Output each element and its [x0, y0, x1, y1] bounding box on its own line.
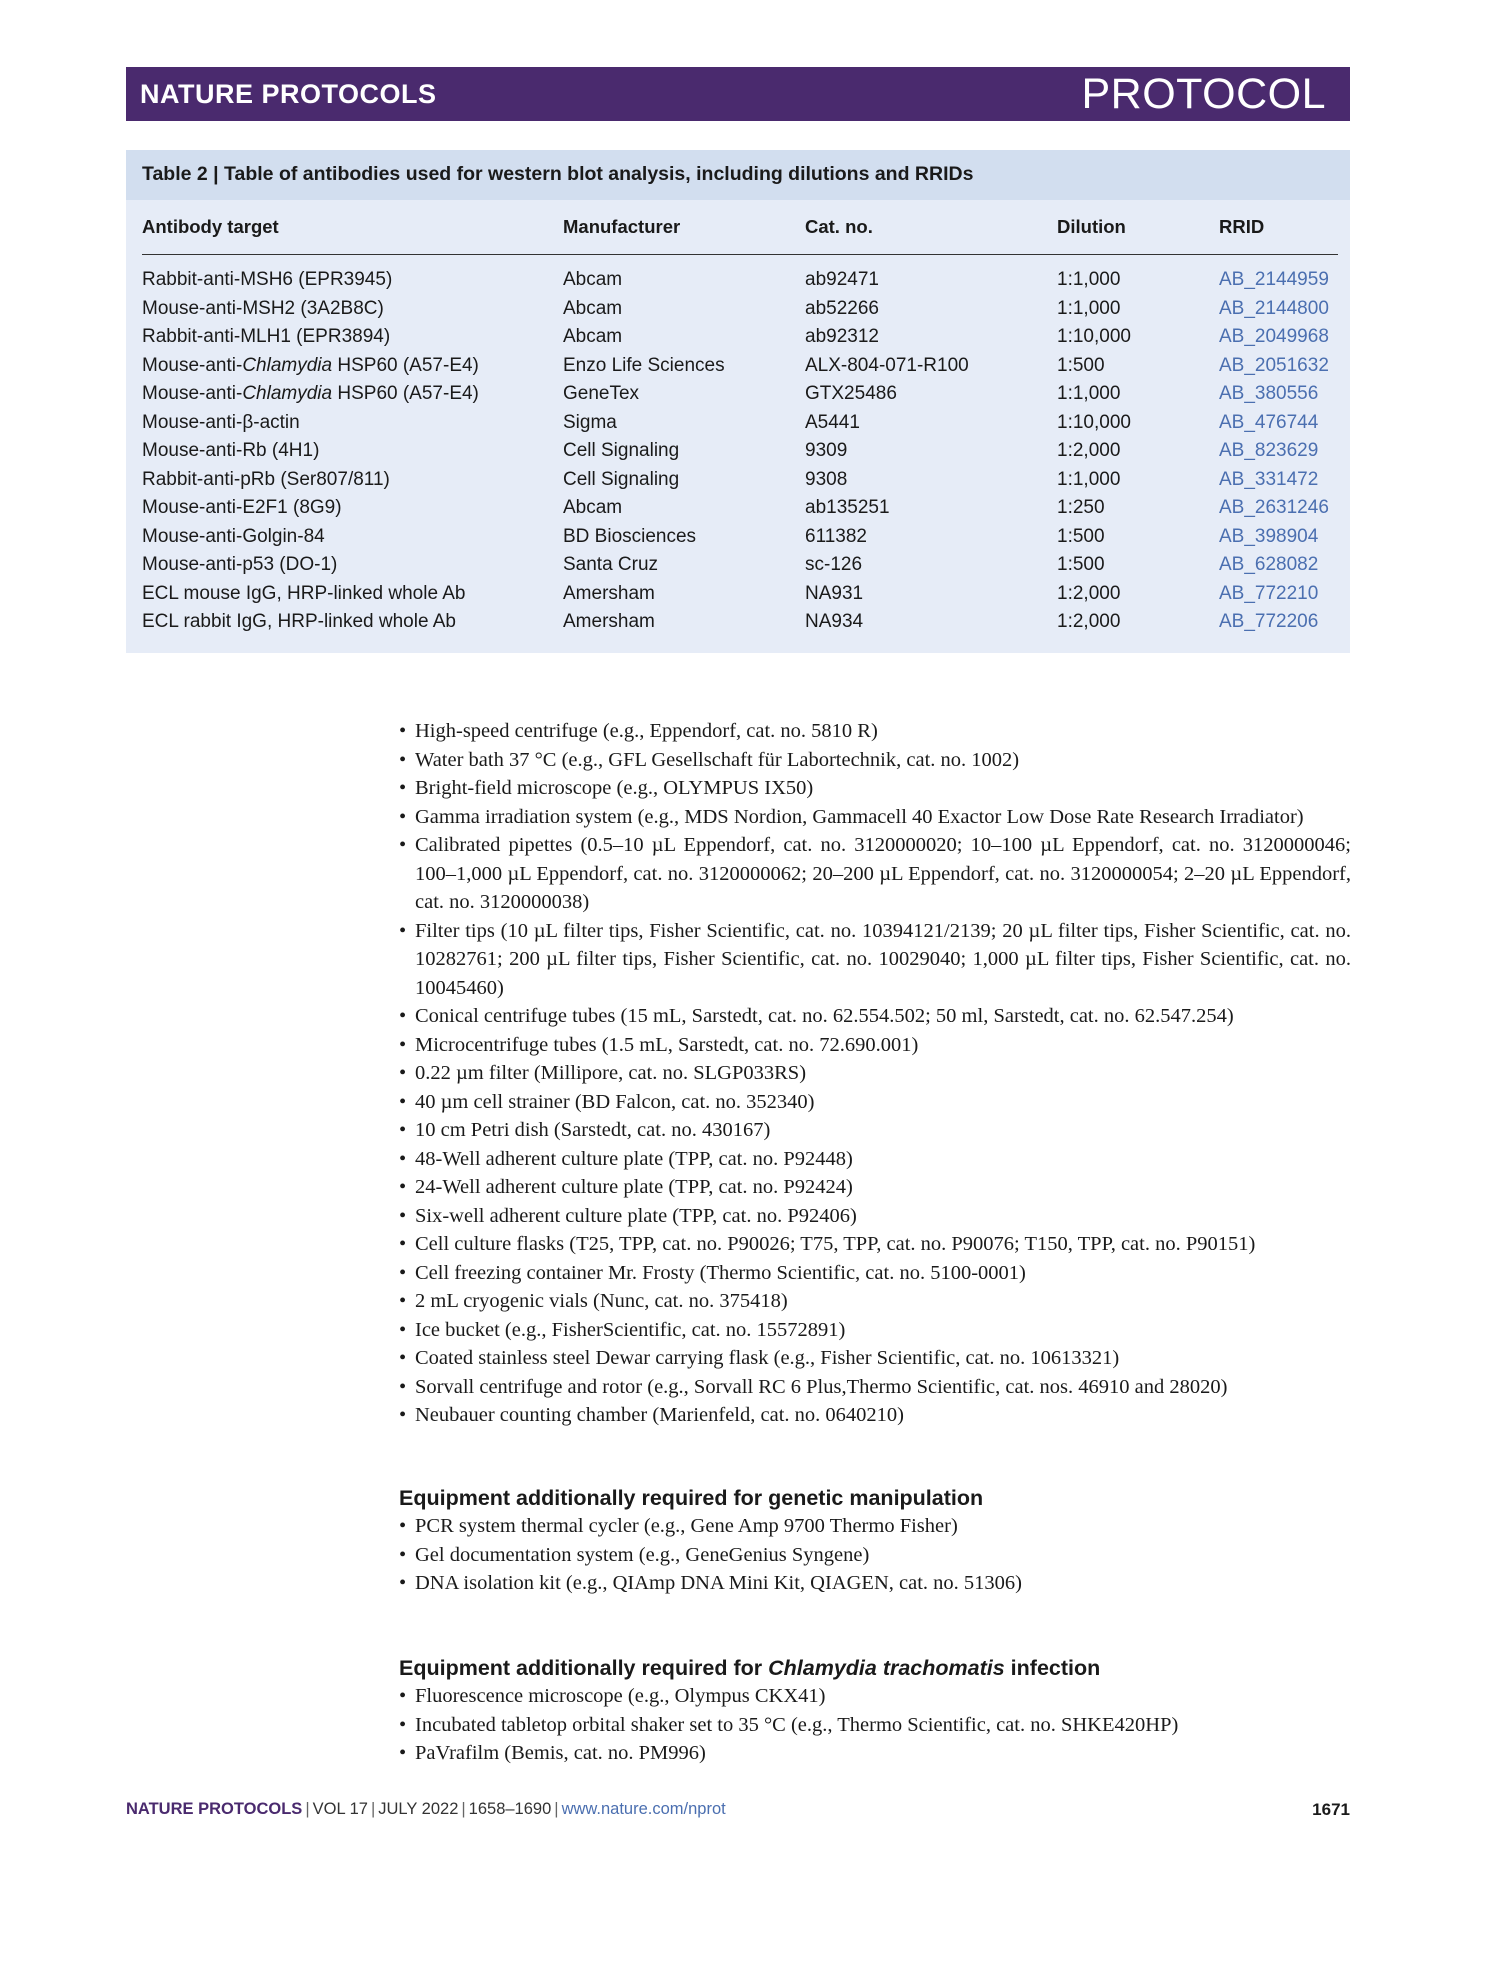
- list-item: • 10 cm Petri dish (Sarstedt, cat. no. 430167): [399, 1116, 1351, 1145]
- dilution-cell: 1:1,000: [1057, 468, 1121, 490]
- rrid-link[interactable]: AB_380556: [1219, 383, 1319, 405]
- column-header-rrid: RRID: [1219, 200, 1338, 255]
- list-item: • Microcentrifuge tubes (1.5 mL, Sarstedt, cat. no. 72.690.001): [399, 1031, 1351, 1060]
- manufacturer-cell: GeneTex: [563, 383, 640, 405]
- antibody-target-text: Mouse-anti-: [142, 383, 243, 405]
- table-header-row: [142, 200, 1338, 255]
- list-item: • Neubauer counting chamber (Marienfeld, cat. no. 0640210): [399, 1401, 1351, 1430]
- chlamydia-equipment-list: [399, 1682, 1351, 1768]
- antibody-target-cell: [142, 437, 563, 466]
- antibody-target-cell: [142, 409, 563, 438]
- table-caption-text: Table of antibodies used for western blot analysis, including dilutions and RRIDs: [224, 163, 974, 185]
- list-item: • High-speed centrifuge (e.g., Eppendorf, cat. no. 5810 R): [399, 717, 1351, 746]
- manufacturer-cell: Enzo Life Sciences: [563, 354, 725, 376]
- antibody-table-box: [126, 150, 1350, 653]
- footer-volume: VOL 17: [312, 1800, 368, 1818]
- table-row: [142, 295, 1338, 324]
- antibody-target-text: ECL mouse IgG, HRP-linked whole Ab: [142, 582, 466, 604]
- column-header-dilution: Dilution: [1057, 200, 1219, 255]
- rrid-link[interactable]: AB_398904: [1219, 525, 1319, 547]
- manufacturer-cell: Abcam: [563, 326, 623, 348]
- antibody-target-cell: [142, 494, 563, 523]
- antibody-target-cell: [142, 466, 563, 495]
- page-footer: [126, 1800, 1350, 1820]
- column-header-antibody: Antibody target: [142, 200, 563, 255]
- list-item: • PaVrafilm (Bemis, cat. no. PM996): [399, 1739, 1351, 1768]
- manufacturer-cell: Santa Cruz: [563, 554, 659, 576]
- antibody-target-text: Mouse-anti-MSH2 (3A2B8C): [142, 297, 384, 319]
- equipment-list: [399, 717, 1351, 1430]
- table-spacer: [142, 255, 1338, 267]
- list-item: • Water bath 37 °C (e.g., GFL Gesellschaft für Labortechnik, cat. no. 1002): [399, 746, 1351, 775]
- footer-journal: NATURE PROTOCOLS: [126, 1800, 303, 1818]
- main-content: [399, 717, 1351, 1768]
- article-type: PROTOCOL: [1081, 69, 1326, 118]
- list-item: • Fluorescence microscope (e.g., Olympus CKX41): [399, 1682, 1351, 1711]
- list-item: • DNA isolation kit (e.g., QIAmp DNA Mini Kit, QIAGEN, cat. no. 51306): [399, 1569, 1351, 1598]
- chlamydia-section-heading: [399, 1654, 1351, 1683]
- header-bar: [126, 67, 1350, 121]
- dilution-cell: 1:500: [1057, 554, 1105, 576]
- manufacturer-cell: Abcam: [563, 297, 623, 319]
- list-item: • Cell freezing container Mr. Frosty (Thermo Scientific, cat. no. 5100-0001): [399, 1259, 1351, 1288]
- cat-no-cell: ab135251: [805, 497, 890, 519]
- manufacturer-cell: BD Biosciences: [563, 525, 697, 547]
- list-item: • PCR system thermal cycler (e.g., Gene Amp 9700 Thermo Fisher): [399, 1512, 1351, 1541]
- antibody-target-cell: [142, 323, 563, 352]
- rrid-link[interactable]: AB_2051632: [1219, 354, 1329, 376]
- antibody-target-cell: [142, 352, 563, 381]
- list-item: • 24-Well adherent culture plate (TPP, cat. no. P92424): [399, 1173, 1351, 1202]
- genetic-equipment-list: [399, 1512, 1351, 1598]
- list-item: • 0.22 µm filter (Millipore, cat. no. SLGP033RS): [399, 1059, 1351, 1088]
- dilution-cell: 1:500: [1057, 354, 1105, 376]
- rrid-link[interactable]: AB_2049968: [1219, 326, 1329, 348]
- table-row: [142, 323, 1338, 352]
- antibody-target-text: Rabbit-anti-MLH1 (EPR3894): [142, 326, 391, 348]
- manufacturer-cell: Abcam: [563, 269, 623, 291]
- footer-pages: 1658–1690: [468, 1800, 552, 1818]
- dilution-cell: 1:1,000: [1057, 383, 1121, 405]
- antibody-target-text: Mouse-anti-β-actin: [142, 411, 300, 433]
- antibody-target-cell: [142, 608, 563, 637]
- column-header-cat-no: Cat. no.: [805, 200, 1057, 255]
- dilution-cell: 1:10,000: [1057, 411, 1131, 433]
- rrid-link[interactable]: AB_2631246: [1219, 497, 1329, 519]
- table-body: [142, 255, 1338, 637]
- rrid-link[interactable]: AB_2144959: [1219, 269, 1329, 291]
- list-item: • Incubated tabletop orbital shaker set to 35 °C (e.g., Thermo Scientific, cat. no. SHKE420HP): [399, 1711, 1351, 1740]
- list-item: • Bright-field microscope (e.g., OLYMPUS IX50): [399, 774, 1351, 803]
- cat-no-cell: ALX-804-071-R100: [805, 354, 969, 376]
- antibody-target-text: Mouse-anti-E2F1 (8G9): [142, 497, 342, 519]
- cat-no-cell: 9308: [805, 468, 848, 490]
- chlamydia-heading-post: infection: [1004, 1655, 1101, 1680]
- table-row: [142, 266, 1338, 295]
- antibody-target-cell: [142, 295, 563, 324]
- list-item: • Ice bucket (e.g., FisherScientific, cat. no. 15572891): [399, 1316, 1351, 1345]
- cat-no-cell: 611382: [805, 525, 867, 547]
- list-item: • Six-well adherent culture plate (TPP, cat. no. P92406): [399, 1202, 1351, 1231]
- antibody-target-suffix: HSP60 (A57-E4): [332, 354, 479, 376]
- list-item: • Conical centrifuge tubes (15 mL, Sarstedt, cat. no. 62.554.502; 50 ml, Sarstedt, cat. no. 62.547.254): [399, 1002, 1351, 1031]
- genetic-section-heading: Equipment additionally required for genetic manipulation: [399, 1485, 984, 1510]
- antibody-target-cell: [142, 380, 563, 409]
- dilution-cell: 1:2,000: [1057, 611, 1121, 633]
- cat-no-cell: ab52266: [805, 297, 879, 319]
- list-item: • Filter tips (10 µL filter tips, Fisher Scientific, cat. no. 10394121/2139; 20 µL filter tips, Fisher Scientific, cat. no. 10282761; 200 µL filter tips, Fisher Scientific, cat. no. 10029040; 1,000 µL filter tips, Fisher Scientific, cat. no. 10045460): [399, 917, 1351, 1003]
- table-row: [142, 466, 1338, 495]
- antibody-target-cell: [142, 266, 563, 295]
- list-item: • Coated stainless steel Dewar carrying flask (e.g., Fisher Scientific, cat. no. 10613321): [399, 1344, 1351, 1373]
- footer-url-link[interactable]: www.nature.com/nprot: [561, 1800, 726, 1818]
- dilution-cell: 1:10,000: [1057, 326, 1131, 348]
- footer-issue: JULY 2022: [378, 1800, 459, 1818]
- antibody-target-text: Mouse-anti-Golgin-84: [142, 525, 325, 547]
- table-row: [142, 580, 1338, 609]
- table-row: [142, 380, 1338, 409]
- antibody-target-italic: Chlamydia: [242, 383, 333, 405]
- antibody-target-text: Rabbit-anti-pRb (Ser807/811): [142, 468, 390, 490]
- antibody-target-suffix: HSP60 (A57-E4): [332, 383, 479, 405]
- table-row: [142, 494, 1338, 523]
- list-item: • 2 mL cryogenic vials (Nunc, cat. no. 375418): [399, 1287, 1351, 1316]
- list-item: • Sorvall centrifuge and rotor (e.g., Sorvall RC 6 Plus,Thermo Scientific, cat. nos. 46910 and 28020): [399, 1373, 1351, 1402]
- table-row: [142, 608, 1338, 637]
- cat-no-cell: sc-126: [805, 554, 863, 576]
- rrid-link[interactable]: AB_772206: [1219, 611, 1319, 633]
- dilution-cell: 1:2,000: [1057, 582, 1121, 604]
- manufacturer-cell: Cell Signaling: [563, 440, 680, 462]
- list-item: • Gel documentation system (e.g., GeneGenius Syngene): [399, 1541, 1351, 1570]
- manufacturer-cell: Amersham: [563, 582, 655, 604]
- dilution-cell: 1:250: [1057, 497, 1105, 519]
- list-item: • 40 µm cell strainer (BD Falcon, cat. no. 352340): [399, 1088, 1351, 1117]
- rrid-link[interactable]: AB_772210: [1219, 582, 1319, 604]
- table-row: [142, 409, 1338, 438]
- antibody-target-cell: [142, 523, 563, 552]
- antibody-target-text: Mouse-anti-Rb (4H1): [142, 440, 320, 462]
- antibody-target-text: Mouse-anti-p53 (DO-1): [142, 554, 338, 576]
- cat-no-cell: ab92471: [805, 269, 879, 291]
- journal-name: NATURE PROTOCOLS: [140, 78, 437, 109]
- cat-no-cell: 9309: [805, 440, 848, 462]
- antibody-target-cell: [142, 580, 563, 609]
- rrid-link[interactable]: AB_2144800: [1219, 297, 1329, 319]
- dilution-cell: 1:1,000: [1057, 297, 1121, 319]
- manufacturer-cell: Cell Signaling: [563, 468, 680, 490]
- cat-no-cell: ab92312: [805, 326, 879, 348]
- cat-no-cell: NA934: [805, 611, 864, 633]
- list-item: • Cell culture flasks (T25, TPP, cat. no. P90026; T75, TPP, cat. no. P90076; T150, TPP, cat. no. P90151): [399, 1230, 1351, 1259]
- chlamydia-heading-italic: Chlamydia trachomatis: [768, 1655, 1005, 1680]
- table-caption: [126, 150, 1350, 200]
- table-row: [142, 523, 1338, 552]
- dilution-cell: 1:500: [1057, 525, 1105, 547]
- manufacturer-cell: Amersham: [563, 611, 655, 633]
- antibody-target-text: Rabbit-anti-MSH6 (EPR3945): [142, 269, 393, 291]
- antibody-table: [142, 200, 1338, 637]
- column-header-manufacturer: Manufacturer: [563, 200, 805, 255]
- list-item: • Calibrated pipettes (0.5–10 µL Eppendorf, cat. no. 3120000020; 10–100 µL Eppendorf, cat. no. 3120000046; 100–1,000 µL Eppendorf, cat. no. 3120000062; 20–200 µL Eppendorf, cat. no. 3120000054; 2–20 µL Eppendorf, cat. no. 3120000038): [399, 831, 1351, 917]
- manufacturer-cell: Sigma: [563, 411, 617, 433]
- antibody-target-cell: [142, 551, 563, 580]
- table-row: [142, 437, 1338, 466]
- page-number: 1671: [1312, 1800, 1350, 1819]
- dilution-cell: 1:1,000: [1057, 269, 1121, 291]
- list-item: • Gamma irradiation system (e.g., MDS Nordion, Gammacell 40 Exactor Low Dose Rate Research Irradiator): [399, 803, 1351, 832]
- manufacturer-cell: Abcam: [563, 497, 623, 519]
- list-item: • 48-Well adherent culture plate (TPP, cat. no. P92448): [399, 1145, 1351, 1174]
- dilution-cell: 1:2,000: [1057, 440, 1121, 462]
- antibody-target-italic: Chlamydia: [242, 354, 333, 376]
- rrid-link[interactable]: AB_331472: [1219, 468, 1319, 490]
- cat-no-cell: A5441: [805, 411, 860, 433]
- table-label: Table 2 |: [142, 163, 219, 185]
- cat-no-cell: GTX25486: [805, 383, 897, 405]
- rrid-link[interactable]: AB_476744: [1219, 411, 1319, 433]
- rrid-link[interactable]: AB_628082: [1219, 554, 1319, 576]
- chlamydia-heading-pre: Equipment additionally required for: [399, 1655, 769, 1680]
- antibody-target-text: ECL rabbit IgG, HRP-linked whole Ab: [142, 611, 457, 633]
- rrid-link[interactable]: AB_823629: [1219, 440, 1319, 462]
- table-row: [142, 352, 1338, 381]
- footer-citation: NATURE PROTOCOLS | VOL 17 | JULY 2022 | 1658–1690 | www.nature.com/nprot: [126, 1800, 726, 1818]
- table-row: [142, 551, 1338, 580]
- cat-no-cell: NA931: [805, 582, 864, 604]
- antibody-target-text: Mouse-anti-: [142, 354, 243, 376]
